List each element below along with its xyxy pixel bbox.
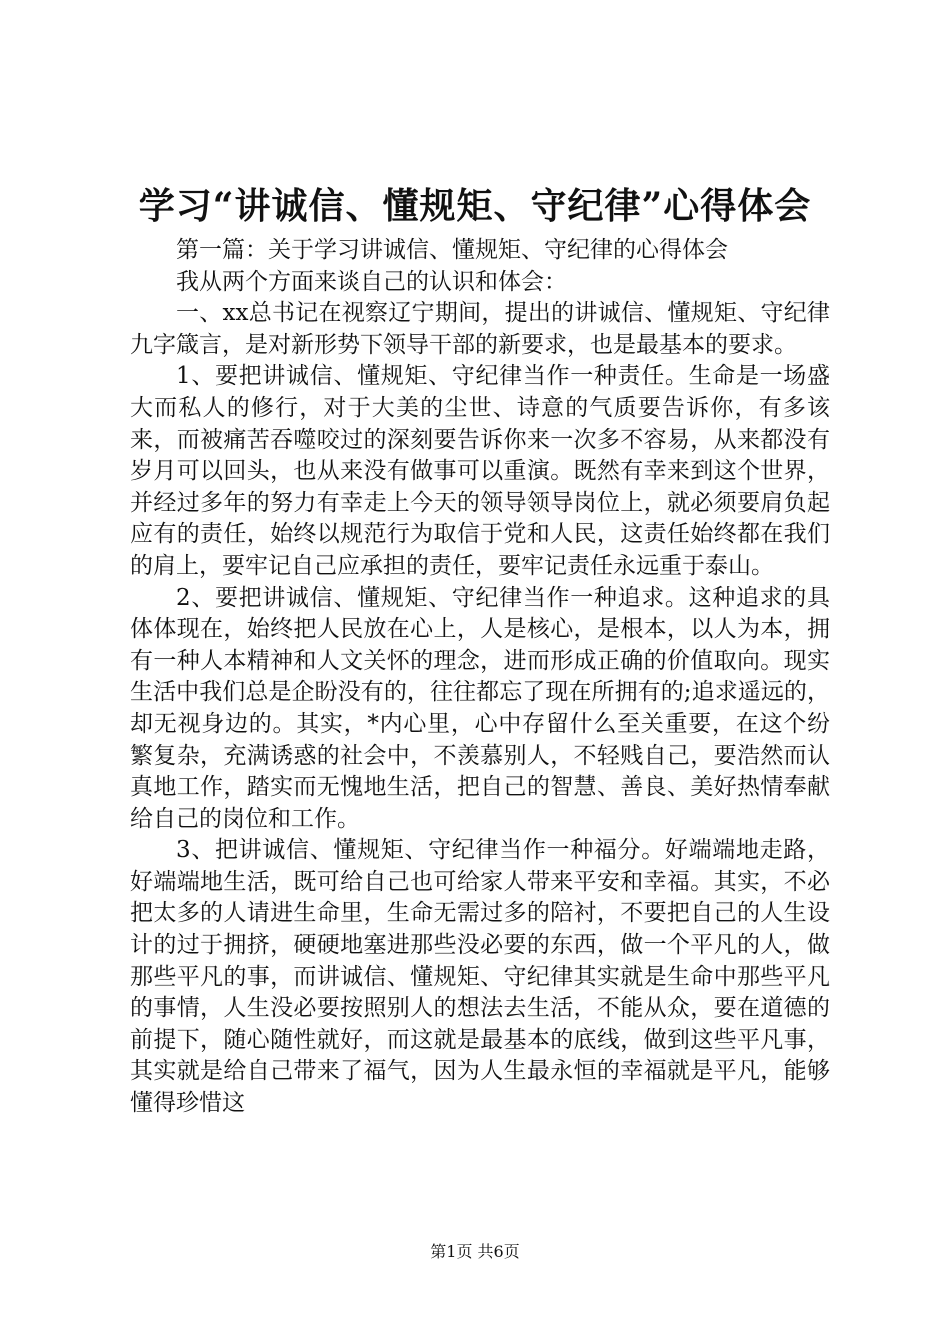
paragraph-point-2: 2、要把讲诚信、懂规矩、守纪律当作一种追求。这种追求的具体体现在，始终把人民放在心上，人是核心，是根本，以人为本，拥有一种人本精神和人文关怀的理念，进而形成正确的价值取向。现实生活中我们总是企盼没有的，往往都忘了现在所拥有的;追求遥远的，却无视身边的。其实，*内心里，心中存留什么至关重要，在这个纷繁复杂，充满诱惑的社会中，不羡慕别人，不轻贱自己，要浩然而认真地工作，踏实而无愧地生活，把自己的智慧、善良、美好热情奉献给自己的岗位和工作。: [130, 584, 830, 832]
section-heading: 第一篇：关于学习讲诚信、懂规矩、守纪律的心得体会: [176, 237, 728, 263]
document-title: 学习“讲诚信、懂规矩、守纪律”心得体会: [138, 185, 812, 227]
intro-paragraph: 我从两个方面来谈自己的认识和体会：: [176, 268, 567, 295]
document-body: [130, 235, 830, 1120]
paragraph-point-3: 3、把讲诚信、懂规矩、守纪律当作一种福分。好端端地走路，好端端地生活，既可给自己也可给家人带来平安和幸福。其实，不必把太多的人请进生命里，生命无需过多的陪衬，不要把自己的人生设计的过于拥挤，硬硬地塞进那些没必要的东西，做一个平凡的人，做那些平凡的事，而讲诚信、懂规矩、守纪律其实就是生命中那些平凡的事情，人生没必要按照别人的想法去生活，不能从众，要在道德的前提下，随心随性就好，而这就是最基本的底线，做到这些平凡事，其实就是给自己带来了福气，因为人生最永恒的幸福就是平凡，能够懂得珍惜这: [130, 837, 830, 1117]
page-number-footer: 第1页 共6页: [430, 1242, 520, 1261]
paragraph-one: 一、xx总书记在视察辽宁期间，提出的讲诚信、懂规矩、守纪律九字箴言，是对新形势下领导干部的新要求，也是最基本的要求。: [130, 300, 830, 358]
paragraph-point-1: 1、要把讲诚信、懂规矩、守纪律当作一种责任。生命是一场盛大而私人的修行，对于大美的尘世、诗意的气质要告诉你，有多该来，而被痛苦吞噬咬过的深刻要告诉你来一次多不容易，从来都没有岁月可以回头，也从来没有做事可以重演。既然有幸来到这个世界，并经过多年的努力有幸走上今天的领导领导岗位上，就必须要肩负起应有的责任，始终以规范行为取信于党和人民，这责任始终都在我们的肩上，要牢记自己应承担的责任，要牢记责任永远重于泰山。: [130, 363, 830, 579]
